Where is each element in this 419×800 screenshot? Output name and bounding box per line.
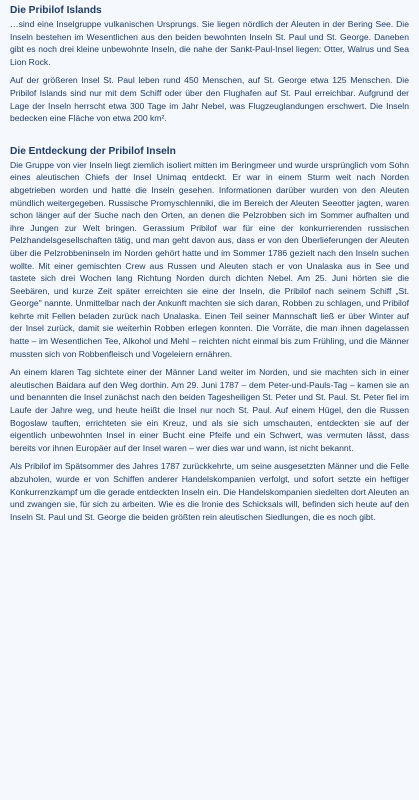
paragraph: Als Pribilof im Spätsommer des Jahres 1787 zurückkehrte, um seine ausgesetzten Männer und die Felle abzuholen, wurde er von Schiffen anderer Handelskompanien verfolgt, und sofort setzte ein heftiger Konkurrenzkampf um die gerade entdeckten Inseln ein. Die Handelskompanien siedelten dort Aleuten an und zwangen sie, für sich zu arbeiten. Wie es die Ironie des Schicksals will, befinden sich heute auf den Inseln St. Paul und St. George die beiden größten rein aleutischen Siedlungen, die es noch gibt. [10,461,409,522]
paragraph: …sind eine Inselgruppe vulkanischen Ursprungs. Sie liegen nördlich der Aleuten in der Bering See. Die Inseln bestehen im Wesentlichen aus den beiden bewohnten Inseln St. Paul und St. George. Daneben gibt es noch drei kleine unbewohnte Inseln, die nahe der Sankt-Paul-Insel liegen: Otter, Walrus und Sea Lion Rock. [10,19,409,67]
paragraph: Die Gruppe von vier Inseln liegt ziemlich isoliert mitten im Beringmeer und wurde ursprünglich vom Sohn eines aleutischen Chiefs der Insel Unimaq entdeckt. Er war in einem Sturm weit nach Norden abgetrieben worden und hatte die Inseln gesehen. Informationen darüber wurden von den Aleuten mündlich weitergegeben. Russische Promyschlenniki, die im Bereich der Aleuten Seeotter jagten, waren schon länger auf der Suche nach den Orten, an denen die Pelzrobben sich im Sommer aufhalten und ihre Jungen zur Welt bringen. Gerassium Pribilof war für eine der konkurrierenden russischen Pelzhandelsgesellschaften tätig, und man geht davon aus, dass er von den Überlieferungen der Aleuten über die Pelzrobbeninseln im Norden gehört hatte und im Sommer 1786 gezielt nach den Inseln suchen wollte. Mit einer gemischten Crew aus Russen und Aleuten stach er von Unalaska aus in See und tastete sich drei Wochen lang Richtung Norden durch dichten Nebel. Am 25. Juni hörten sie die Seebären, und kurze Zeit später erreichten sie eine der Inseln, die Pribilof nach seinem Schiff „St. George" nannte. Unmittelbar nach der Ankunft machten sie sich daran, Robben zu schlagen, und Pribilof kehrte mit Fellen beladen zurück nach Unalaska. Einen Teil seiner Mannschaft ließ er über Winter auf der Insel zurück, damit sie weiterhin Robben erlegen konnten. Die Vorräte, die man ihnen dagelassen hatte – im Wesentlichen Tee, Alkohol und Mehl – reichten nicht einmal bis zum Frühling, und die Männer mussten sich von Robbenfleisch und Vogeleiern ernähren. [10,159,409,359]
section-entdeckung [10,145,409,524]
section-title: Die Entdeckung der Pribilof Inseln [10,145,176,157]
paragraph: An einem klaren Tag sichtete einer der Männer Land weiter im Norden, und sie machten sich in einer aleutischen Baidara auf den Weg dorthin. Am 29. Juni 1787 – dem Peter-und-Pauls-Tag – kamen sie an und benannten die Insel zunächst nach den beiden Tagesheiligen St. Peter und St. Paul. St. Peter fiel im Laufe der Jahre weg, und heute heißt die Insel nur noch St. Paul. Auf einem Hügel, den die Russen Bogoslaw tauften, errichteten sie ein Kreuz, und als sie sich umschauten, entdeckten sie auf der eigentlich unbewohnten Insel in einer Bucht eine Pfeife und ein Schwert, was vermuten lässt, dass bereits vor ihnen Europäer auf der Insel waren – wer dies war und wann, ist nicht bekannt. [10,367,409,453]
paragraph: Auf der größeren Insel St. Paul leben rund 450 Menschen, auf St. George etwa 125 Menschen. Die Pribilof Islands sind nur mit dem Schiff oder über den Flughafen auf St. Paul erreichbar. Aufgrund der Lage der Inseln herrscht etwa 300 Tage im Jahr Nebel, was Flugzeuglandungen erschwert. Die Inseln bedecken eine Fläche von etwa 200 km². [10,75,409,124]
section-pribilof-islands [10,4,409,125]
section-title: Die Pribilof Islands [10,5,102,16]
